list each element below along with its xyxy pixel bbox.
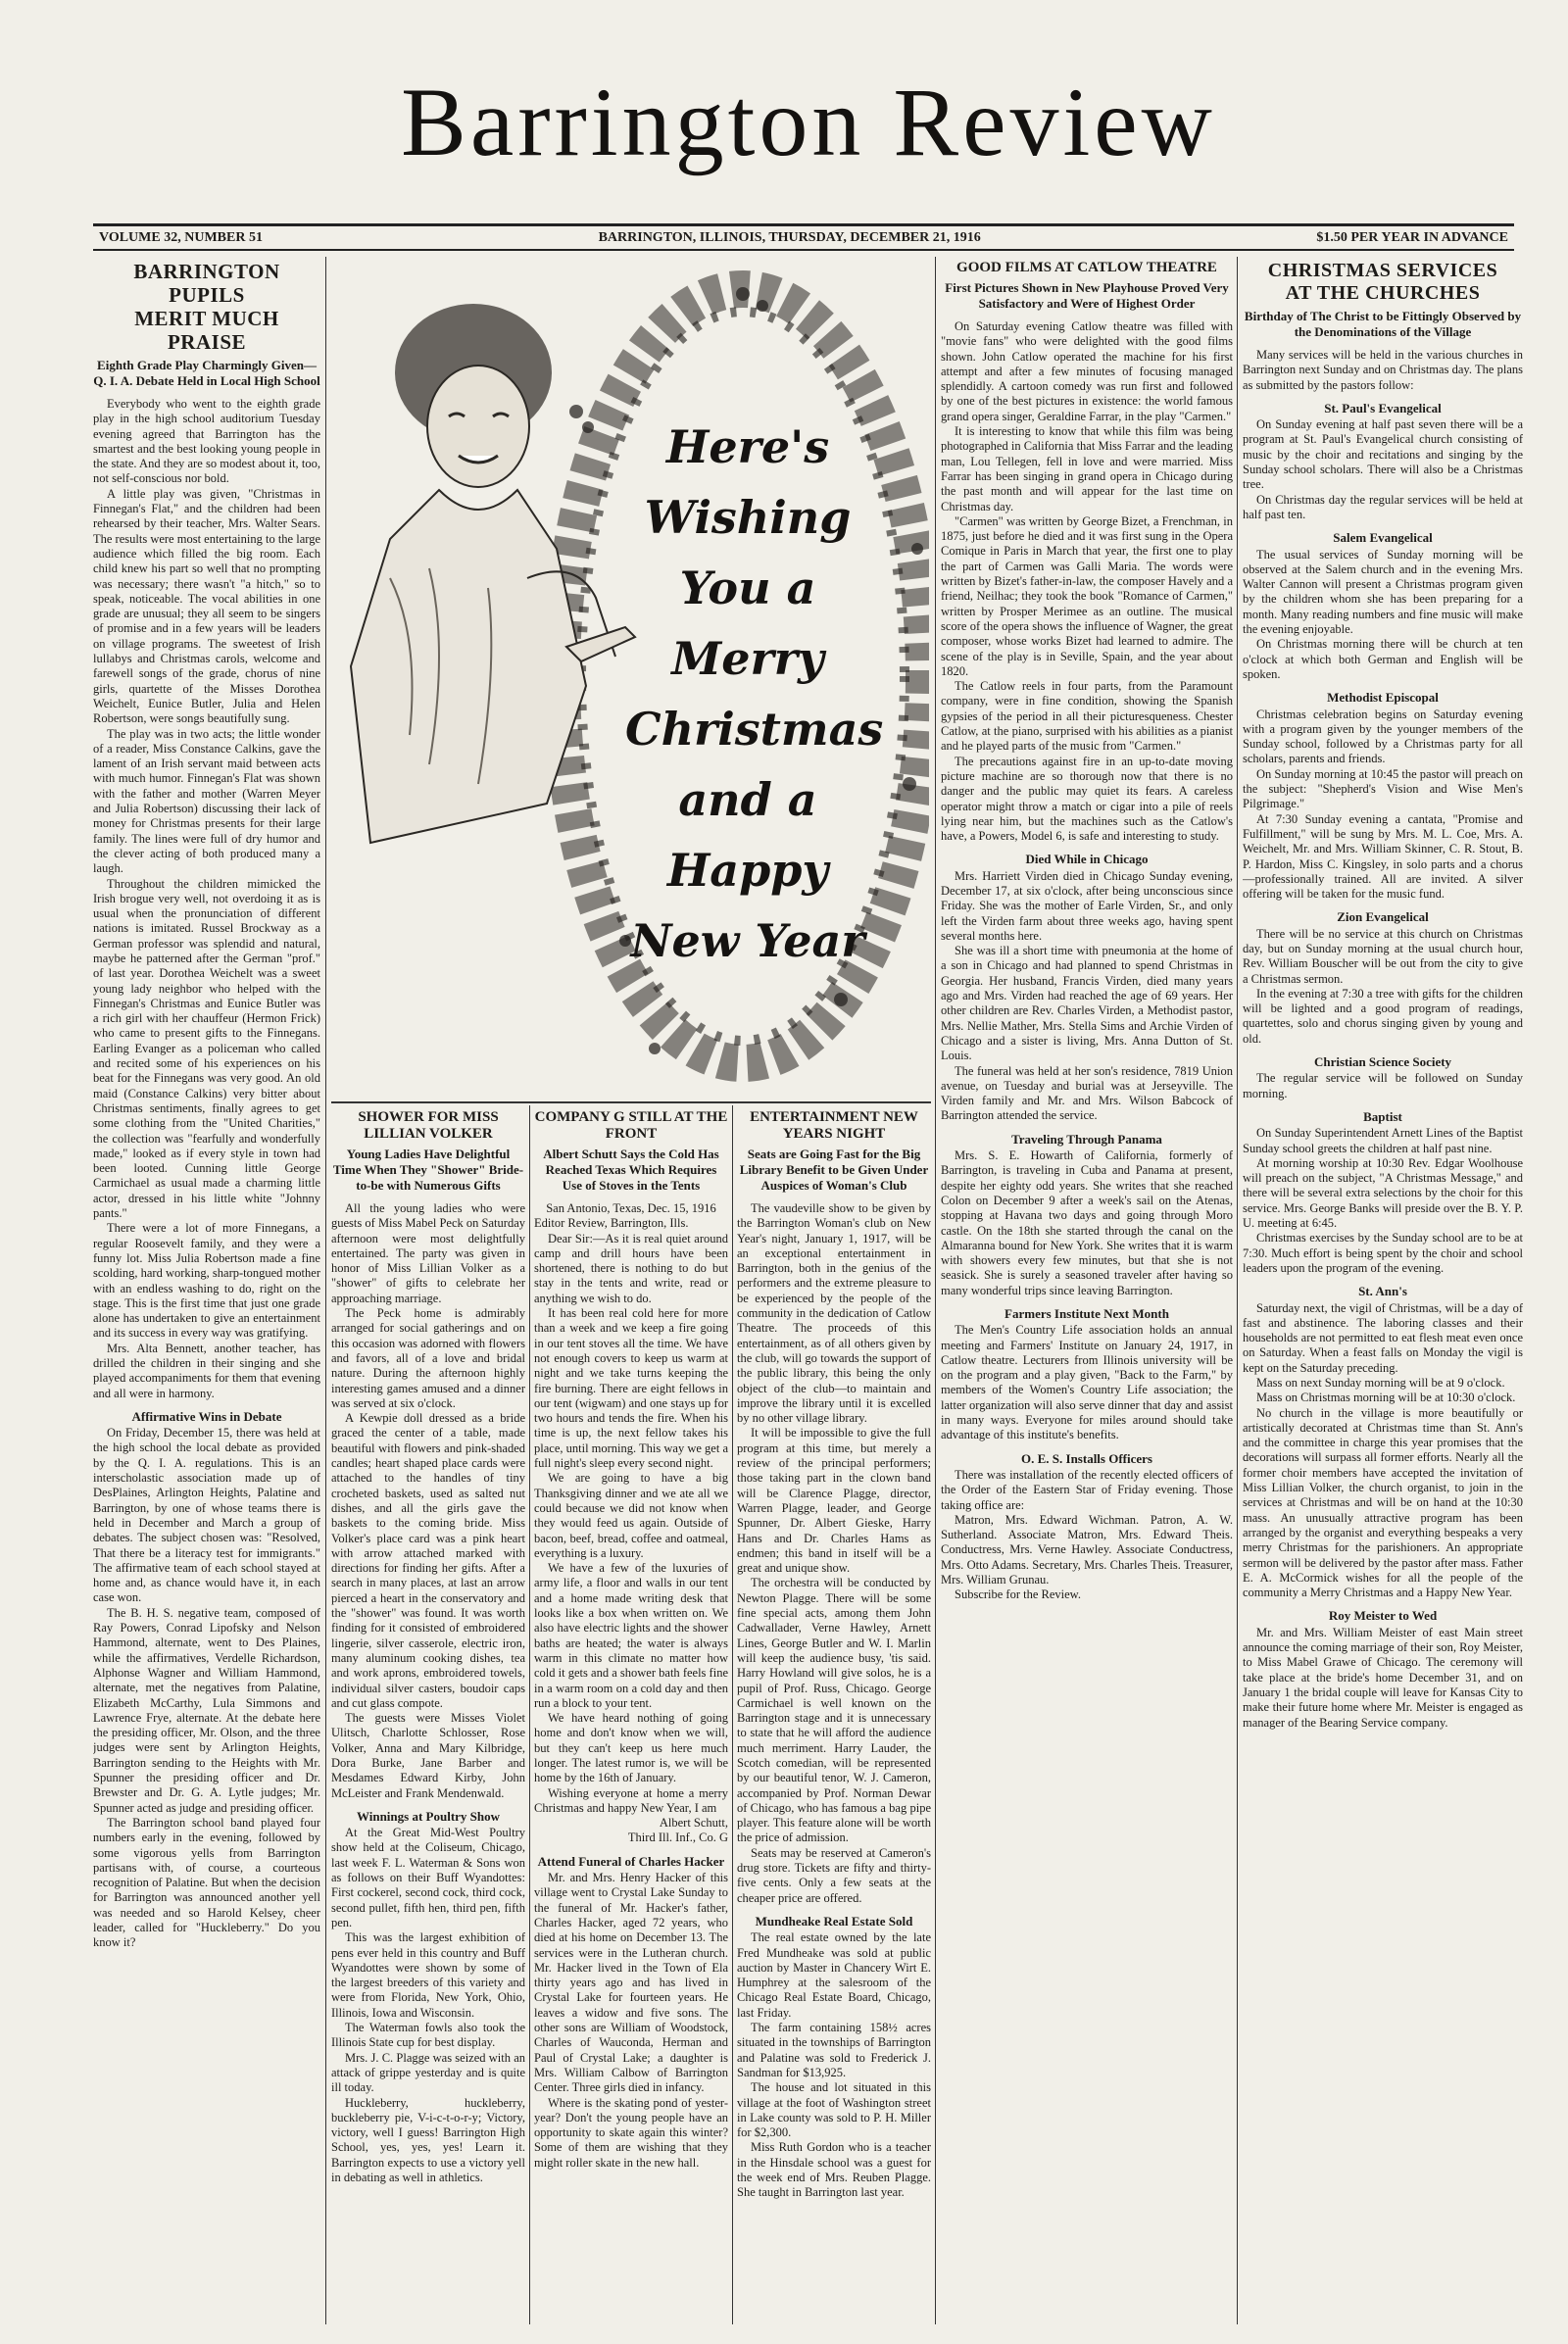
letter-signature: Albert Schutt, xyxy=(659,1816,728,1831)
article-deck: Seats are Going Fast for the Big Library Benefit to be Given Under Auspices of Woman's Club xyxy=(739,1147,929,1193)
paragraph: There will be no service at this church on Christmas day, but on Sunday morning at the usual church hour, Rev. William Bouscher will be out from the city to give a Christmas sermon. xyxy=(1243,926,1523,986)
paragraph: Seats may be reserved at Cameron's drug store. Tickets are fifty and thirty-five cents. Only a few seats at the cheaper price are offered. xyxy=(737,1845,931,1905)
paragraph: Mrs. Alta Bennett, another teacher, has drilled the children in their singing and she played accompaniments for them that evening and all were in harmony. xyxy=(93,1341,320,1400)
paragraph: The real estate owned by the late Fred Mundheake was sold at public auction by Master in Chancery Wirt E. Humphrey at the salesroom of the Chicago Real Estate Board, Chicago, last Friday. xyxy=(737,1930,931,2020)
subhead: St. Paul's Evangelical xyxy=(1324,400,1442,415)
subhead: Affirmative Wins in Debate xyxy=(131,1408,282,1424)
paragraph: The Men's Country Life association holds an annual meeting and Farmers' Institute on January 24, 1917, in Catlow theatre. Lecturers from Illinois university will be on the program and a play given, "Back to the Farm," by members of the Women's Country Life association; the latter organization will also serve dinner that day and assist in many ways. Everyone for miles around should take advantage of this institute's benefits. xyxy=(941,1323,1233,1442)
paragraph: On Friday, December 15, there was held at the high school the local debate as provided by the Q. I. A. regulations. This is an interscholastic association made up of DesPlaines, Arlington Heights, Palatine and Barrington, by one of whose teams there is held in December and March a group of debates. The subject chosen was: "Resolved, That there be a literacy test for immigrants." The affirmative team of each school stayed at home and, as chance would have it, in each case won. xyxy=(93,1426,320,1605)
headline: COMPANY G STILL AT THE FRONT xyxy=(534,1109,728,1142)
paragraph: Mrs. J. C. Plagge was seized with an attack of grippe yesterday and is quite ill today. xyxy=(331,2050,525,2095)
subhead: Zion Evangelical xyxy=(1337,909,1429,925)
paragraph: Mass on next Sunday morning will be at 9 o'clock. xyxy=(1256,1376,1505,1390)
paragraph: We have heard nothing of going home and don't know when we will, but they can't keep us here much longer. The latest rumor is, we will be home by the 16th of January. xyxy=(534,1711,728,1785)
dateline xyxy=(93,223,1514,251)
paragraph: Where is the skating pond of yester-year? Don't the young people have an opportunity to skate again this winter? Some of them are wishing that they might roller skate in the new hall. xyxy=(534,2095,728,2170)
paragraph: At 7:30 Sunday evening a cantata, "Promise and Fulfillment," will be sung by Mrs. M. L. Coe, Mrs. A. Weichelt, Mr. and Mrs. William Skinner, C. R. Stout, B. P. Hardon, Miss C. Kingsley, in solo parts and a chorus—professionally trained. All are invited. A silver offering will be taken for the music fund. xyxy=(1243,811,1523,902)
article-deck: Albert Schutt Says the Cold Has Reached Texas Which Requires Use of Stoves in the Tents xyxy=(543,1147,719,1193)
paragraph: It is interesting to know that while this film was being photographed in California that Miss Farrar and the leading man, Lou Tellegen, fell in love and were married. Miss Farrar has been singing in grand opera in Chicago during the past month and will appear for the last time on Christmas day. xyxy=(941,424,1233,513)
paragraph: Mass on Christmas morning will be at 10:30 o'clock. xyxy=(1256,1391,1516,1405)
paragraph: The play was in two acts; the little wonder of a reader, Miss Constance Calkins, gave the lament of an Irish servant maid between acts with much humor. Finnegan's Flat was shown with the father and mother (Warren Meyer and Julia Robertson) discussing their lack of money for Christmas presents for their large family. The lines were full of dry humor and the clever acting of both produced many a laugh. xyxy=(93,726,320,876)
officer-list: Matron, Mrs. Edward Wichman. Patron, A. W. Sutherland. Associate Matron, Mrs. Edward Theis. Conductress, Mrs. Verne Hawley. Associate Conductress, Mrs. Otto Adams. Secretary, Mrs. Charles Theis. Treasurer, Mrs. William Grunau. xyxy=(941,1512,1233,1587)
paragraph: It will be impossible to give the full program at this time, but merely a review of the principal performers; those taking part in the clown band will be Clarence Plagge, director, Warren Plagge, leader, and George Spunner, Dr. Albert Gieske, Harry Hans and Dr. Charles Hams as endmen; this band in itself will be a great and unique show. xyxy=(737,1426,931,1576)
subscription-price: $1.50 PER YEAR IN ADVANCE xyxy=(1316,229,1508,245)
subhead: St. Ann's xyxy=(1358,1284,1407,1299)
column-rule xyxy=(732,1105,733,2324)
place-date: BARRINGTON, ILLINOIS, THURSDAY, DECEMBER 21, 1916 xyxy=(598,229,981,245)
article-shower xyxy=(331,1109,525,2324)
letter-salutation: Editor Review, Barrington, Ills. xyxy=(534,1216,689,1231)
subhead: Winnings at Poultry Show xyxy=(356,1808,501,1824)
subhead: O. E. S. Installs Officers xyxy=(1021,1450,1152,1466)
paragraph: The vaudeville show to be given by the Barrington Woman's club on New Year's night, January 1, 1917, will be an exceptional entertainment in Barrington, both in the genius of the performers and the extreme pleasure to be experienced by the people of the community in the dedication of Catlow Theatre. The proceeds of this entertainment, as of all others given by the club, will go towards the support of the public library, this being the only object of the club—to maintain and improve the library until it is excelled by no other village library. xyxy=(737,1201,931,1426)
headline: BARRINGTON PUPILS xyxy=(133,260,280,307)
paragraph: The Waterman fowls also took the Illinois State cup for best display. xyxy=(331,2021,525,2050)
paragraph: At the Great Mid-West Poultry show held at the Coliseum, Chicago, last week F. L. Waterman & Sons won as follows on their Buff Wyandottes: First cockerel, second cock, third cock, second pullet, fifth hen, third pen, fifth pen. xyxy=(331,1826,525,1929)
paragraph: Mrs. S. E. Howarth of California, formerly of Barrington, is traveling in Cuba and Panama at present, despite her eighty odd years. She writes that she reached Colon on December 9 after a week's sail on the Atenas, stopping at Havana two days and going through Moro castle. On the 18th she started through the canal on the Almaranna bound for New York. She writes that it is warm with showers every few minutes, but that she is not seasick. She is surely a seasoned traveler after having so many wonderful trips since leaving Barrington. xyxy=(941,1148,1233,1297)
paragraph: On Sunday morning at 10:45 the pastor will preach on the subject: "Shepherd's Vision and Wise Men's Pilgrimage." xyxy=(1243,766,1523,811)
paragraph: The Peck home is admirably arranged for social gatherings and on this occasion was adorned with flowers and favors, all of a love and bridal nature. During the afternoon highly interesting games amused and a dinner was served at six o'clock. xyxy=(331,1306,525,1410)
subhead: Salem Evangelical xyxy=(1333,530,1433,546)
subhead: Methodist Episcopal xyxy=(1327,690,1439,706)
paragraph: We are going to have a big Thanksgiving dinner and we ate all we could because we did not know when they would feed us again. Outside of bacon, beef, bread, coffee and oatmeal, everything is a luxury. xyxy=(534,1471,728,1560)
paragraph: Mrs. Harriett Virden died in Chicago Sunday evening, December 17, at six o'clock, after being unconscious since Friday. She was the mother of Earle Virden, Sr., and only left the Virden farm about three weeks ago, having spent several months here. xyxy=(941,868,1233,943)
paragraph: The usual services of Sunday morning will be observed at the Salem church and in the evening Mrs. Walter Cannon will present a Christmas program given by the children whom she has been preparing for a month. Many reading numbers and fine music will make the evening enjoyable. xyxy=(1243,547,1523,637)
paragraph: Dear Sir:—As it is real quiet around camp and drill hours have been shortened, there is nothing to do but stay in the tents and write, read or anything we wish to do. xyxy=(534,1231,728,1305)
subhead: Mundheake Real Estate Sold xyxy=(755,1913,913,1929)
subhead: Farmers Institute Next Month xyxy=(1004,1306,1169,1321)
paragraph: The B. H. S. negative team, composed of Ray Powers, Conrad Lipofsky and Nelson Hammond, alternate, went to Des Plaines, while the affirmatives, Verdelle Richardson, Alphonse Wagner and William Hammond, alternate, met the negatives from Palatine, Elizabeth McCarthy, Lula Simmons and Lawrence Frye, alternate. At the debate here the presiding officer, Mr. Olson, and the three judges were sent by Arlington Heights, Barrington sending to the Heights with Mr. Spunner the presiding officer and Dr. Brewster and Dr. G. A. Lytle judges; Mr. Spunner acted as judge and presiding officer. xyxy=(93,1605,320,1815)
paragraph: A little play was given, "Christmas in Finnegan's Flat," and the children had been rehearsed by their teacher, Mrs. Walter Sears. The results were most entertaining to the large audience which filled the big room. Each child knew his part so well that no prompting was necessary; there wasn't "a hitch," so to speak, noticeable. The vocal abilities in one grade are unusual; they all seem to be singers of promise and in a few years will be leaders on village programs. The sweetest of Irish lullabys and Christmas carols, welcome and farewell songs of the grade, chorus of nine girls, quartette of the Misses Dorothea Weichelt, Eunice Butler, Julia and Helen Robertson, were songs beautifully sung. xyxy=(93,486,320,726)
paragraph: On Sunday evening at half past seven there will be a program at St. Paul's Evangelical church consisting of music by the choir and recitations and singing by the Sunday school scholars. There will also be a Christmas tree. xyxy=(1243,417,1523,492)
headline: CHRISTMAS SERVICES xyxy=(1267,260,1498,281)
article-deck: Young Ladies Have Delightful Time When They "Shower" Bride-to-be with Numerous Gifts xyxy=(332,1147,524,1193)
article-films xyxy=(941,260,1233,2327)
paragraph: The precautions against fire in an up-to-date moving picture machine are so thorough now that there is no danger and the public may quiet its fears. A careless operator might throw a match or cigar into a pile of reels lying near him, but the machines such as the Catlow's have, a Powers, Model 6, is safe and interesting to study. xyxy=(941,754,1233,844)
paragraph: Mr. and Mrs. Henry Hacker of this village went to Crystal Lake Sunday to the funeral of Mr. Hacker's father, Charles Hacker, aged 72 years, who died at his home on December 13. The services were in the Lutheran church. Mr. Hacker lived in the Town of Ela thirty years ago and has lived in Crystal Lake for fourteen years. He leaves a widow and five sons. The other sons are William of Woodstock, Charles of Wauconda, Herman and Paul of Crystal Lake; a daughter is Mrs. William Calbow of Barrington Center. Three girls died in infancy. xyxy=(534,1871,728,2095)
paragraph: She was ill a short time with pneumonia at the home of a son in Chicago and had planned to spend Christmas in Georgia. Her husband, Francis Virden, died many years ago and Mrs. Virden had reached the age of 69 years. Her other children are Rev. Charles Virden, a Methodist pastor, Mrs. Nellie Mather, Mrs. Stella Sims and Archie Virden of Chicago and a sister is living, Mrs. Anna Dutton of St. Louis. xyxy=(941,944,1233,1063)
column-rule xyxy=(529,1105,530,2324)
article-deck: Eighth Grade Play Charmingly Given—Q. I. A. Debate Held in Local High School xyxy=(93,358,320,388)
paragraph: It has been real cold here for more than a week and we keep a fire going in our tent stoves all the time. We have not enough covers to keep us warm at night and we take turns keeping the fire burning. There are eight fellows in our tent (wigwam) and one stays up for two hours and tends the fire. When his time is up, the next fellow takes his place, until morning. This way we get a full night's sleep every second night. xyxy=(534,1306,728,1471)
paragraph: The guests were Misses Violet Ulitsch, Charlotte Schlosser, Rose Volker, Anna and Mary Kilbridge, Dora Burke, Jane Barber and Mesdames Edward Kirby, John McLeister and Frank Mendenwald. xyxy=(331,1711,525,1800)
paragraph: Christmas celebration begins on Saturday evening with a program given by the younger members of the Sunday school, followed by a Christmas party for all scholars, parents and friends. xyxy=(1243,707,1523,766)
paragraph: The Catlow reels in four parts, from the Paramount company, were in fine condition, showing the Spanish gypsies of the period in all their picturesqueness. Chester Catlow, at the piano, surprised with his abilities as a pianist and he played parts of the music from "Carmen." xyxy=(941,679,1233,754)
subhead: Attend Funeral of Charles Hacker xyxy=(537,1853,725,1869)
headline: SHOWER FOR MISS LILLIAN VOLKER xyxy=(358,1109,499,1142)
paragraph: The funeral was held at her son's residence, 7819 Union avenue, on Tuesday and burial was at Jerseyville. The Virden family and Mr. and Mrs. Wilson Babcock of Barrington attended the service. xyxy=(941,1063,1233,1123)
paragraph: Many services will be held in the various churches in Barrington next Sunday and on Christmas day. The plans as submitted by the pastors follow: xyxy=(1243,348,1523,392)
article-company-g xyxy=(534,1109,728,2324)
paragraph: A Kewpie doll dressed as a bride graced the center of a table, made beautiful with flowers and pink-shaded candles; heart shaped place cards were attached to the handles of tiny crocheted baskets, used as salted nut dishes, and all the girls gave the baskets to the coming bride. Miss Volker's place card was a pink heart with arrow attached marked with directions for finding her gifts. After a search in many places, at last an arrow pierced a heart in the conservatory and the "shower" was found. It was worth finding for it consisted of embroidered lingerie, silver casserole, electric iron, many aluminum cooking dishes, tea and work aprons, embroidered towels, individual silver casters, boudoir caps and cut glass compote. xyxy=(331,1411,525,1710)
subhead: Died While in Chicago xyxy=(1025,852,1149,867)
column-rule xyxy=(325,257,326,2324)
christmas-illustration xyxy=(331,255,929,1102)
letter-signature-unit: Third Ill. Inf., Co. G xyxy=(627,1831,728,1845)
column-rule xyxy=(1237,257,1238,2324)
paragraph: Miss Ruth Gordon who is a teacher in the Hinsdale school was a guest for the week end of Mrs. Reuben Plagge. She taught in Barrington last year. xyxy=(737,2140,931,2200)
article-entertainment xyxy=(737,1109,931,2324)
paragraph: The regular service will be followed on Sunday morning. xyxy=(1243,1071,1523,1100)
letter-dateline: San Antonio, Texas, Dec. 15, 1916 xyxy=(546,1201,716,1215)
paragraph: On Christmas morning there will be church at ten o'clock at which both German and English will be spoken. xyxy=(1243,637,1523,681)
headline: ENTERTAINMENT NEW YEARS NIGHT xyxy=(750,1109,918,1142)
paragraph: Wishing everyone at home a merry Christmas and happy New Year, I am xyxy=(534,1785,728,1815)
paragraph: On Saturday evening Catlow theatre was filled with "movie fans" who were delighted with the good films shown. John Catlow operated the machine for his first attempt and after a few minutes of focusing managed splendidly. A cartoon comedy was run first and followed by one of the best pictures in existence: the world famous grand opera singer, Geraldine Farrar, in the play "Carmen." xyxy=(941,319,1233,423)
christmas-greeting: Here's Wishing You a Merry Christmas and a Happy New Year xyxy=(625,420,884,967)
paragraph: The Barrington school band played four numbers early in the evening, followed by some vigorous yells from Barrington partisans with, of course, a courteous recognition of Palatine. But when the decision for Barrington was announced another yell was needed and so Harold Kelsey, cheer leader, called for "Huckleberry." Do you know it? xyxy=(93,1815,320,1950)
subhead: Christian Science Society xyxy=(1313,1054,1452,1070)
headline: GOOD FILMS AT CATLOW THEATRE xyxy=(956,260,1217,275)
article-deck: Birthday of The Christ to be Fittingly Observed by the Denominations of the Village xyxy=(1244,309,1522,339)
subhead: Roy Meister to Wed xyxy=(1328,1608,1438,1624)
subhead: Baptist xyxy=(1363,1108,1402,1124)
paragraph: There were a lot of more Finnegans, a regular Roosevelt family, and they were a funny lot. Miss Julia Robertson made a fine scolding, hard working, sharp-tongued mother with an endless washing to do, right on the stage. This is the first time that just one grade alone has undertaken to give an entertainment and its success in every way was gratifying. xyxy=(93,1221,320,1341)
paragraph: On Sunday Superintendent Arnett Lines of the Baptist Sunday school greets the children at half past nine. xyxy=(1243,1126,1523,1155)
paragraph: No church in the village is more beautifully or artistically decorated at Christmas time than St. Ann's and the committee in charge this year promises that the decorations will surpass all former efforts. Nearly all the former choir members have accepted the invitation of Miss Lillian Volker, the church organist, to join in the services at Christmas and will be on hand at the 10:30 mass. An unusually attractive program has been arranged by the organist and everything bespeaks a very merry Christmas for the parishioners. An appropriate sermon will be delivered by the pastor after mass. Father E. A. McCormick wishes for all the people of the community a Merry Christmas and a Happy New Year. xyxy=(1243,1405,1523,1600)
paragraph: Saturday next, the vigil of Christmas, will be a day of fast and abstinence. The laboring classes and their households are not permitted to eat flesh meat even once on Saturday. When a feast falls on Monday the vigil is kept on the Saturday preceding. xyxy=(1243,1300,1523,1375)
column-rule xyxy=(935,257,936,2324)
paragraph: The house and lot situated in this village at the foot of Washington street in Lake county was sold to P. H. Miller for $2,300. xyxy=(737,2080,931,2140)
paragraph: Mr. and Mrs. William Meister of east Main street announce the coming marriage of their son, Roy Meister, to Miss Mabel Grawe of Chicago. The ceremony will take place at the bride's home December 31, and on January 1 the bridal couple will leave for Kansas City to make their future home where Mr. Meister is engaged as manager of the Bearing Service company. xyxy=(1243,1625,1523,1730)
subhead: Traveling Through Panama xyxy=(1011,1131,1162,1147)
paragraph: Christmas exercises by the Sunday school are to be at 7:30. Much effort is being spent by the choir and school leaders upon the program of the evening. xyxy=(1243,1231,1523,1275)
article-deck: First Pictures Shown in New Playhouse Proved Very Satisfactory and Were of Highest Order xyxy=(945,280,1229,311)
volume-number: VOLUME 32, NUMBER 51 xyxy=(99,229,263,245)
paragraph: All the young ladies who were guests of Miss Mabel Peck on Saturday afternoon were most delightfully entertained. The party was given in honor of Miss Lillian Volker as a "shower" of gifts to celebrate her approaching marriage. xyxy=(331,1201,525,1305)
paragraph: Everybody who went to the eighth grade play in the high school auditorium Tuesday evening agreed that Barrington has the smartest and the best looking young people in the state. And they are so modest about it, too, not self-conscious nor bold. xyxy=(93,397,320,486)
paragraph: The farm containing 158½ acres situated in the townships of Barrington and Palatine was sold to Frederick J. Sandman for $13,925. xyxy=(737,2021,931,2079)
headline: MERIT MUCH PRAISE xyxy=(134,307,279,354)
paragraph: On Christmas day the regular services will be held at half past ten. xyxy=(1243,492,1523,521)
paragraph: There was installation of the recently elected officers of the Order of the Eastern Star of Friday evening. Those taking office are: xyxy=(941,1467,1233,1512)
paragraph: This was the largest exhibition of pens ever held in this country and Buff Wyandottes were shown by some of the largest breeders of this variety and were from Florida, New York, Ohio, Illinois, Iowa and Wisconsin. xyxy=(331,1930,525,2020)
article-churches xyxy=(1243,260,1523,2327)
paragraph: The orchestra will be conducted by Newton Plagge. There will be some fine special acts, among them John Cadwallader, Verne Hawley, Arnett Lines, George Butler and W. I. Marlin will keep the audience busy, 'tis said. Harry Howland will give solos, he is a pupil of Prof. Russ, Chicago. George Carmichael is well known on the Barrington stage and it is unnecessary to state that he will afford the audience much merriment. Harry Lauder, the Scotch comedian, will be represented by our beautiful tenor, W. J. Cameron, accompanied by Prof. Norman Dewar of Chicago, who has famous a bag pipe player. This feature alone will be worth the price of admission. xyxy=(737,1576,931,1845)
paragraph: Throughout the children mimicked the Irish brogue very well, not overdoing it as is usual when the pronunciation of different nations is imitated. Russel Brockway as a German professor was splendid and natural, maybe he patterned after the German "prof." of last year. Dorothea Weichelt was a sweet young lady neighbor who helped with the Finnegan's Christmas and Eunice Butler was a rich girl with her chauffeur (Hermon Frick) who came to present gifts to the Finnegans. Earling Evanger as a policeman who called and recited some of his experiences on his beat for the Finnegans was very good. An old maid (Constance Calkins) very bitter about Christmas sentiments, finally agrees to get some clothing from the "United Charities," the collection was "fearfully and wonderfully made," looked as if every style in town had been looted. Cunning little George Carmichael as usual made a charming little actor, dressed in his little white "Johnny pants." xyxy=(93,876,320,1221)
article-pupils xyxy=(93,260,320,2327)
masthead: Barrington Review xyxy=(401,69,1216,176)
paragraph: "Carmen" was written by George Bizet, a Frenchman, in 1875, just before he died and it was first sung in the Opera Comique in Paris in March that year, the first one to play the part of Carmen was Galli Maria. The words were written by Bizet's father-in-law, the composer Havely and a friend, Neilhac; they took the book "Romance of Carmen," written by Prosper Merimee as an outline. The musical score of the opera shows the influence of Wagner, the great composer, whose works Bizet had learned to admire. The scene of the play is in Seville, Spain, and the year about 1820. xyxy=(941,513,1233,678)
subscribe-note: Subscribe for the Review. xyxy=(955,1587,1082,1602)
paragraph: At morning worship at 10:30 Rev. Edgar Woolhouse will preach on the subject, "A Christmas Message," and there will be several extra selections by the choir for this service. Mrs. George Banks will preside over the B. Y. P. U. meeting at 6:45. xyxy=(1243,1155,1523,1231)
paragraph: In the evening at 7:30 a tree with gifts for the children will be lighted and a good program of readings, quartettes, solo and chorus singing given by young and old. xyxy=(1243,986,1523,1046)
paragraph: We have a few of the luxuries of army life, a floor and walls in our tent and a home made writing desk that looks like a box when written on. We also have electric lights and the shower baths are heated; the water is always warm in this climate no matter how cold it gets and a shower bath feels fine in a warm room on a cold day and then run a block to your tent. xyxy=(534,1561,728,1710)
paragraph: Huckleberry, huckleberry, buckleberry pie, V-i-c-t-o-r-y; Victory, victory, well I guess! Barrington High School, yes, yes, yes! Learn it. Barrington expects to use a victory yell in debating as well in athletics. xyxy=(331,2095,525,2184)
headline: AT THE CHURCHES xyxy=(1285,282,1481,304)
